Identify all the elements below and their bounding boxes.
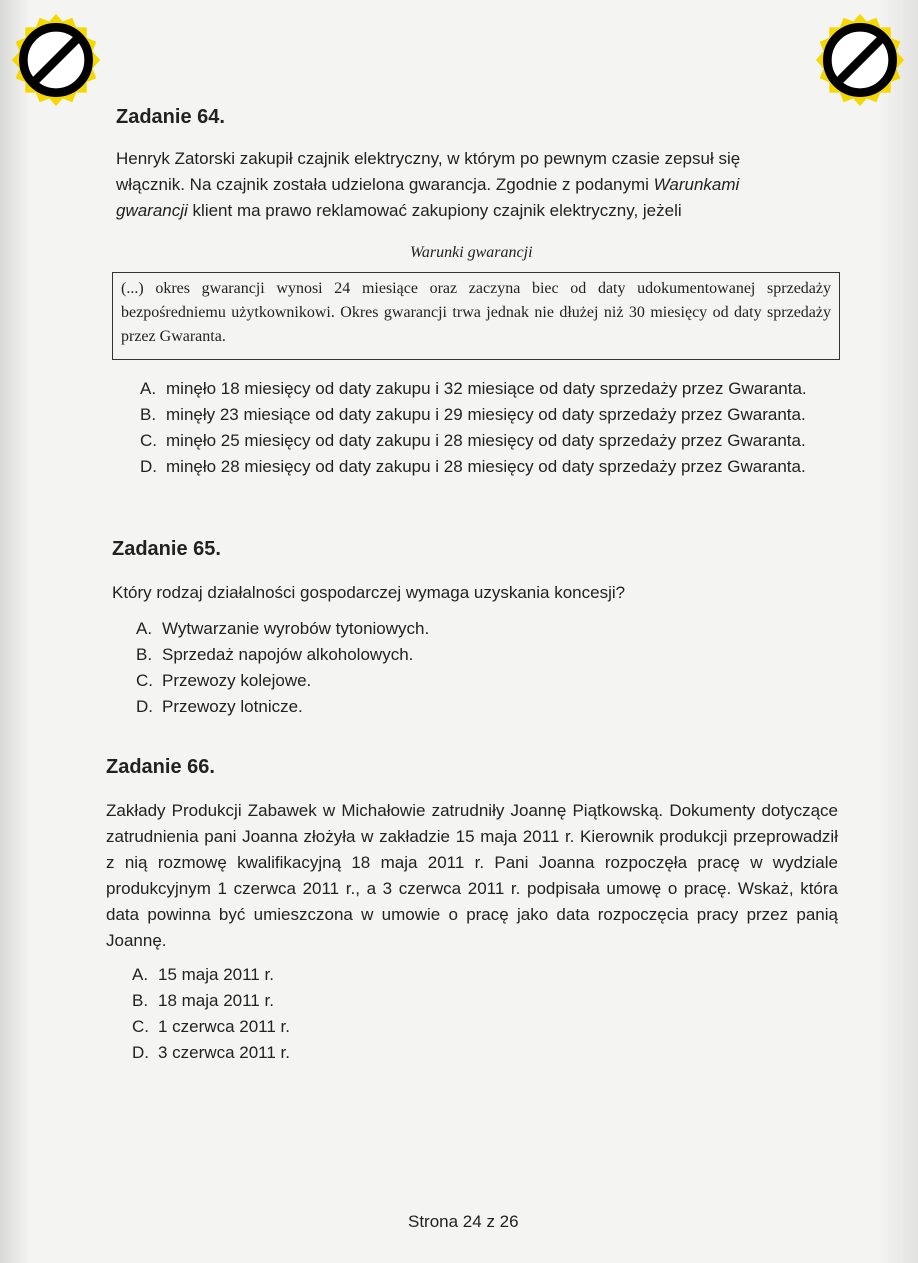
option-letter: A. xyxy=(140,379,157,398)
page-bleed-through xyxy=(878,0,918,1263)
task-65-options xyxy=(136,616,841,720)
no-entry-icon xyxy=(812,12,908,108)
option-letter: A. xyxy=(136,619,153,638)
answer-option-c[interactable] xyxy=(132,1014,837,1040)
task-title: Zadanie 65. xyxy=(112,538,221,560)
page-number: Strona 24 z 26 xyxy=(408,1212,519,1231)
answer-option-d[interactable] xyxy=(132,1040,837,1066)
option-text: Wytwarzanie wyrobów tytoniowych. xyxy=(162,619,430,638)
answer-option-a[interactable] xyxy=(140,376,845,402)
emphasis: Warunkami xyxy=(653,175,740,194)
answer-option-c[interactable] xyxy=(140,428,845,454)
answer-option-b[interactable] xyxy=(132,988,837,1014)
option-letter: A. xyxy=(132,965,149,984)
option-letter: D. xyxy=(140,457,157,476)
task-64-options xyxy=(140,376,845,480)
text-line: klient ma prawo reklamować zakupiony czajnik elektryczny, jeżeli xyxy=(187,201,682,220)
option-text: Przewozy kolejowe. xyxy=(162,671,312,690)
task-title: Zadanie 66. xyxy=(106,756,215,778)
task-65-question: Który rodzaj działalności gospodarczej wymaga uzyskania koncesji? xyxy=(112,583,626,602)
task-title: Zadanie 64. xyxy=(116,106,225,128)
text-line: Henryk Zatorski zakupił czajnik elektryczny, w którym po pewnym czasie zepsuł się xyxy=(116,149,741,168)
option-text: minęło 18 miesięcy od daty zakupu i 32 miesiące od daty sprzedaży przez Gwaranta. xyxy=(166,379,807,398)
emphasis: gwarancji xyxy=(116,201,188,220)
option-text: minęło 25 miesięcy od daty zakupu i 28 miesięcy od daty sprzedaży przez Gwaranta. xyxy=(166,431,806,450)
warranty-box: (...) okres gwarancji wynosi 24 miesiące oraz zaczyna biec od daty udokumentowanej sprzedaży bezpośredniemu użytkownikowi. Okres gwarancji trwa jednak nie dłużej niż 30 miesięcy od daty sprzedaży przez Gwaranta. xyxy=(112,272,840,360)
answer-option-b[interactable] xyxy=(140,402,845,428)
option-text: minęło 28 miesięcy od daty zakupu i 28 miesięcy od daty sprzedaży przez Gwaranta. xyxy=(166,457,806,476)
page-edge-shadow xyxy=(0,0,30,1263)
option-letter: C. xyxy=(132,1017,149,1036)
warranty-title: Warunki gwarancji xyxy=(410,244,533,261)
task-66-options xyxy=(132,962,837,1066)
option-letter: C. xyxy=(136,671,153,690)
option-letter: D. xyxy=(132,1043,149,1062)
option-letter: B. xyxy=(136,645,153,664)
task-66-text: Zakłady Produkcji Zabawek w Michałowie zatrudniły Joannę Piątkowską. Dokumenty dotyczące zatrudnienia pani Joanna złożyła w zakładzie 15 maja 2011 r. Kierownik produkcji przeprowadził z nią rozmowę kwalifikacyjną 18 maja 2011 r. Pani Joanna rozpoczęła pracę w wydziale produkcyjnym 1 czerwca 2011 r., a 3 czerwca 2011 r. podpisała umowę o pracę. Wskaż, która data powinna być umieszczona w umowie o pracę jako data rozpoczęcia pracy przez panią Joannę. xyxy=(106,801,838,950)
option-text: Sprzedaż napojów alkoholowych. xyxy=(162,645,414,664)
option-letter: D. xyxy=(136,697,153,716)
answer-option-d[interactable] xyxy=(136,694,841,720)
option-letter: C. xyxy=(140,431,157,450)
answer-option-a[interactable] xyxy=(132,962,837,988)
option-letter: B. xyxy=(140,405,157,424)
option-text: 1 czerwca 2011 r. xyxy=(158,1017,290,1036)
option-text: 3 czerwca 2011 r. xyxy=(158,1043,290,1062)
option-text: 18 maja 2011 r. xyxy=(158,991,274,1010)
option-letter: B. xyxy=(132,991,149,1010)
option-text: 15 maja 2011 r. xyxy=(158,965,274,984)
task-64-text xyxy=(116,146,846,224)
answer-option-c[interactable] xyxy=(136,668,841,694)
option-text: Przewozy lotnicze. xyxy=(162,697,303,716)
answer-option-a[interactable] xyxy=(136,616,841,642)
answer-option-b[interactable] xyxy=(136,642,841,668)
no-entry-icon xyxy=(8,12,104,108)
option-text: minęły 23 miesiące od daty zakupu i 29 miesięcy od daty sprzedaży przez Gwaranta. xyxy=(166,405,806,424)
answer-option-d[interactable] xyxy=(140,454,845,480)
text-line: włącznik. Na czajnik została udzielona gwarancja. Zgodnie z podanymi xyxy=(116,175,654,194)
